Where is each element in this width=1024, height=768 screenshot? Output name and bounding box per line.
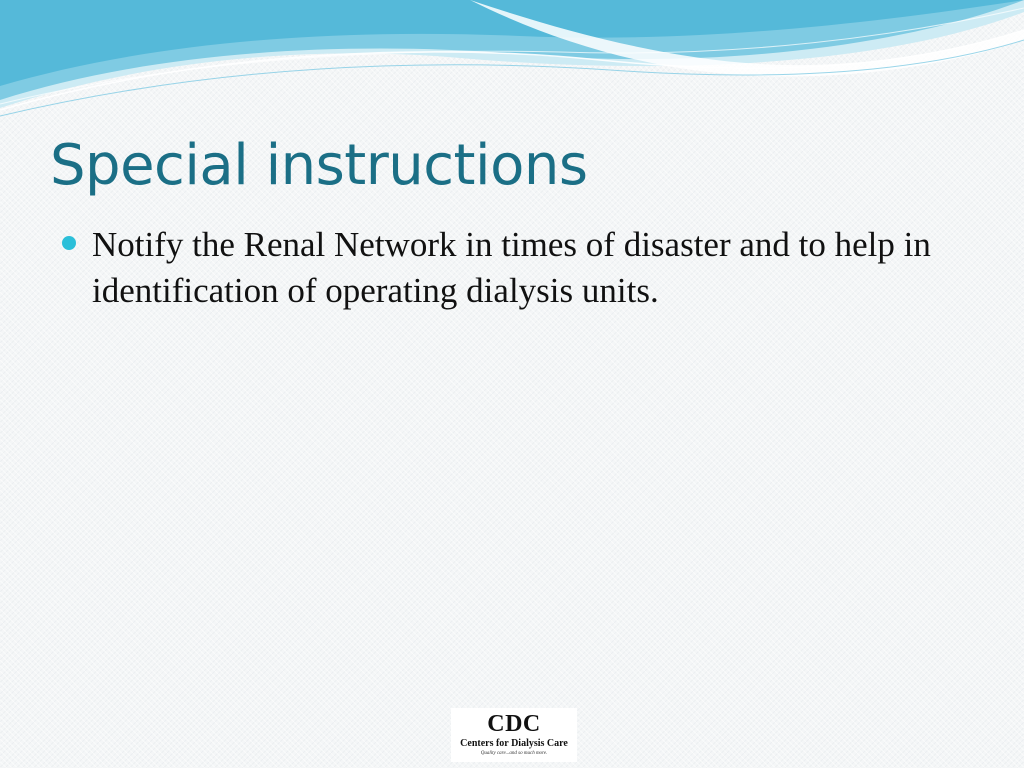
bullet-dot-icon xyxy=(62,236,76,250)
logo-subtitle: Centers for Dialysis Care xyxy=(460,738,568,749)
bullet-item xyxy=(62,222,962,314)
logo-name: CDC xyxy=(487,711,541,737)
cdc-logo xyxy=(451,708,577,762)
bullet-list xyxy=(62,222,962,314)
bullet-text: Notify the Renal Network in times of disaster and to help in identification of operating dialysis units. xyxy=(92,225,931,310)
logo-tagline: Quality care...and so much more. xyxy=(480,751,548,756)
slide-title: Special instructions xyxy=(50,133,588,198)
header-wave-decoration xyxy=(0,0,1024,130)
